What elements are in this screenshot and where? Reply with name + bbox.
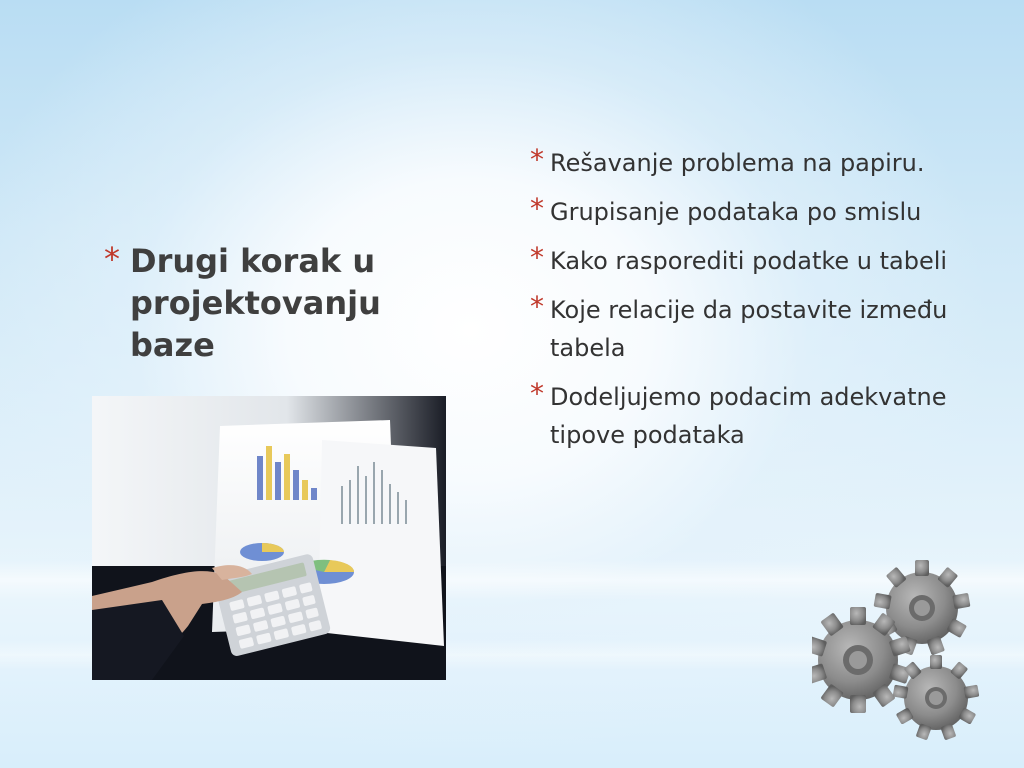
bullet-item xyxy=(530,193,950,231)
bullet-item xyxy=(530,144,950,182)
bullet-text: Koje relacije da postavite između tabela xyxy=(550,296,948,362)
gears-icon xyxy=(812,560,992,750)
bullet-text: Dodeljujemo podacim adekvatne tipove podataka xyxy=(550,383,947,449)
bullet-marker: * xyxy=(530,290,544,323)
bullet-marker: * xyxy=(530,241,544,274)
bullet-item xyxy=(530,242,950,280)
bullet-text: Grupisanje podataka po smislu xyxy=(550,198,922,226)
bullet-item xyxy=(530,378,950,454)
bullet-marker: * xyxy=(104,240,120,278)
slide-title xyxy=(104,240,434,366)
bullet-marker: * xyxy=(530,377,544,410)
bullet-text: Rešavanje problema na papiru. xyxy=(550,149,925,177)
slide-title-text: Drugi korak u projektovanju baze xyxy=(130,242,381,364)
photo-calculator-charts xyxy=(92,396,446,680)
bullet-marker: * xyxy=(530,143,544,176)
bullet-list xyxy=(530,144,950,465)
bullet-marker: * xyxy=(530,192,544,225)
bullet-text: Kako rasporediti podatke u tabeli xyxy=(550,247,948,275)
bullet-item xyxy=(530,291,950,367)
